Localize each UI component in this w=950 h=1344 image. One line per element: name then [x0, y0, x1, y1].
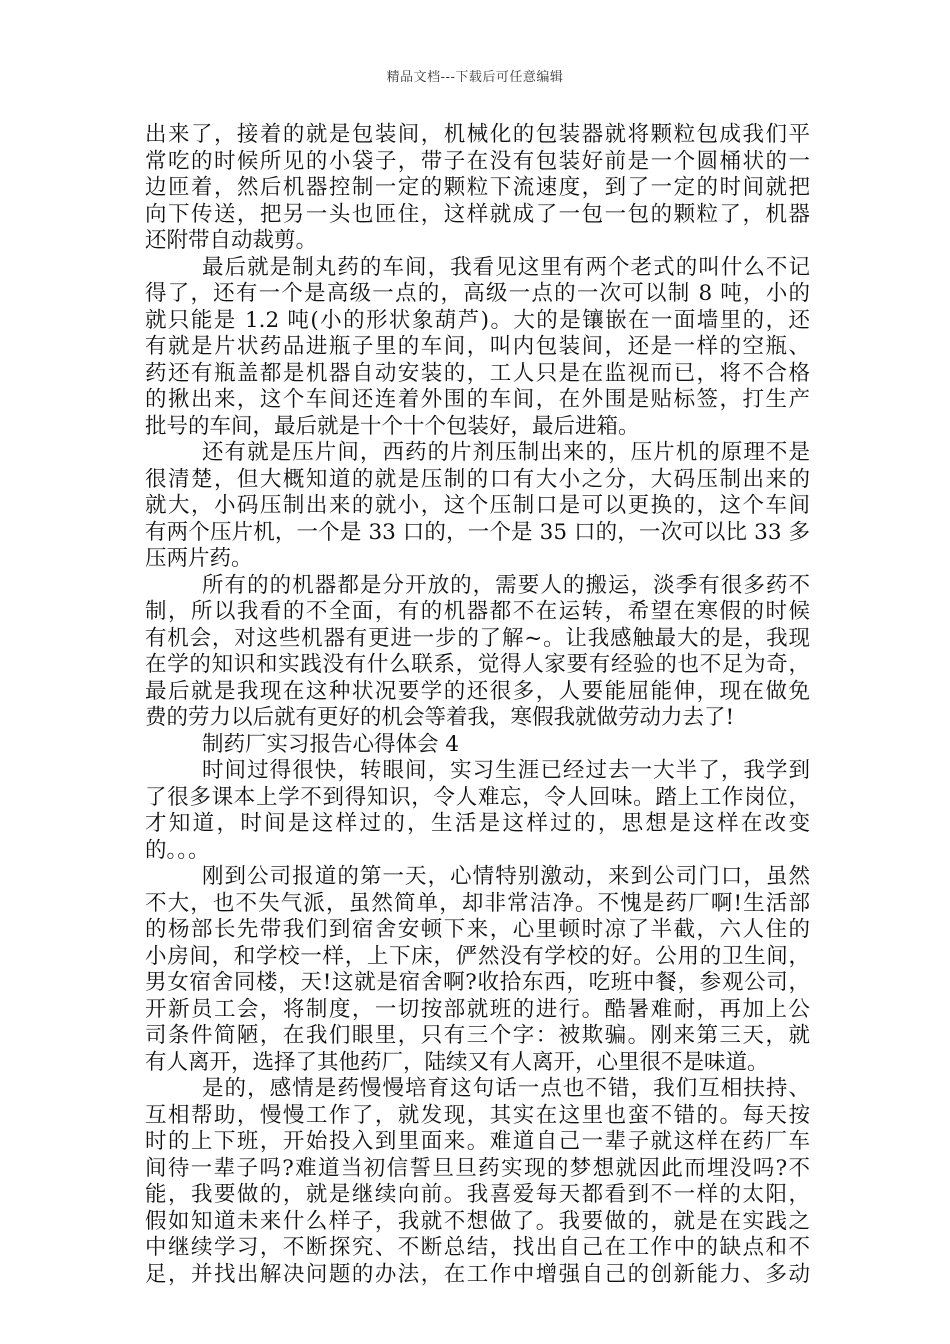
text-line: 压两片药。 — [145, 546, 253, 571]
text-line: 足，并找出解决问题的办法，在工作中增强自己的创新能力、多动 — [145, 1261, 810, 1287]
text-line: 就只能是 1.2 吨(小的形状象葫芦)。大的是镶嵌在一面墙里的，还 — [145, 307, 810, 333]
text-line: 是的，感情是药慢慢培育这句话一点也不错，我们互相扶持、 — [202, 1076, 810, 1101]
text-line: 边匝着，然后机器控制一定的颗粒下流速度，到了一定的时间就把 — [145, 175, 810, 200]
text-line: 司条件简陋，在我们眼里，只有三个字：被欺骗。刚来第三天，就 — [145, 1023, 810, 1048]
text-line: 的杨部长先带我们到宿舍安顿下来，心里顿时凉了半截，六人住的 — [145, 917, 810, 942]
text-line: 常吃的时候所见的小袋子，带子在没有包装好前是一个圆桶状的一 — [145, 148, 810, 174]
text-line: 有机会，对这些机器有更进一步的了解~。让我感触最大的是，我现 — [145, 625, 810, 651]
text-line: 能，我要做的，就是继续向前。我喜爱每天都看到不一样的太阳， — [145, 1182, 810, 1207]
text-line: 的揪出来，这个车间还连着外围的车间，在外围是贴标签，打生产 — [145, 387, 810, 412]
text-line: 批号的车间，最后就是十个十个包装好，最后进箱。 — [145, 413, 640, 439]
text-line: 药还有瓶盖都是机器自动安装的，工人只是在监视而已，将不合格 — [145, 360, 810, 386]
text-line: 有两个压片机，一个是 33 口的，一个是 35 口的，一次可以比 33 多 — [145, 519, 810, 545]
text-line: 就大，小码压制出来的就小，这个压制口是可以更换的，这个车间 — [145, 493, 810, 518]
text-line: 还有就是压片间，西药的片剂压制出来的，压片机的原理不是 — [202, 440, 810, 465]
text-line: 刚到公司报道的第一天，心情特别激动，来到公司门口，虽然 — [202, 864, 810, 889]
text-line: 很清楚，但大概知道的就是压制的口有大小之分，大码压制出来的 — [145, 466, 810, 492]
page-header: 精品文档---下载后可任意编辑 — [386, 70, 564, 85]
text-line: 才知道，时间是这样过的，生活是这样过的，思想是这样在改变 — [145, 811, 810, 836]
text-line: 向下传送，把另一头也匝住，这样就成了一包一包的颗粒了，机器 — [145, 201, 810, 227]
text-line: 所有的的机器都是分开放的，需要人的搬运，淡季有很多药不 — [202, 572, 810, 598]
text-line: 间待一辈子吗?难道当初信誓旦旦药实现的梦想就因此而埋没吗?不 — [145, 1155, 810, 1181]
text-line: 开新员工会，将制度，一切按部就班的进行。酷暑难耐，再加上公 — [145, 996, 810, 1022]
text-line: 最后就是制丸药的车间，我看见这里有两个老式的叫什么不记 — [202, 254, 810, 280]
text-line: 男女宿舍同楼，天!这就是宿舍啊?收拾东西，吃班中餐，参观公司， — [145, 970, 810, 995]
text-line: 出来了，接着的就是包装间，机械化的包装器就将颗粒包成我们平 — [145, 122, 810, 147]
text-line: 了很多课本上学不到得知识，令人难忘，令人回味。踏上工作岗位， — [145, 784, 810, 810]
text-line: 有人离开，选择了其他药厂，陆续又有人离开，心里很不是味道。 — [145, 1049, 769, 1075]
text-line: 费的劳力以后就有更好的机会等着我，寒假我就做劳动力去了! — [145, 705, 735, 730]
text-line: 假如知道未来什么样子，我就不想做了。我要做的，就是在实践之 — [145, 1208, 810, 1234]
text-line: 得了，还有一个是高级一点的，高级一点的一次可以制 8 吨，小的 — [145, 281, 810, 306]
text-line: 互相帮助，慢慢工作了，就发现，其实在这里也蛮不错的。每天按 — [145, 1102, 810, 1128]
text-line: 制，所以我看的不全面，有的机器都不在运转，希望在寒假的时候 — [145, 599, 810, 624]
text-line: 还附带自动裁剪。 — [145, 228, 318, 253]
text-line: 小房间，和学校一样，上下床，俨然没有学校的好。公用的卫生间， — [145, 943, 810, 969]
text-line: 在学的知识和实践没有什么联系，觉得人家要有经验的也不足为奇， — [145, 652, 810, 677]
text-line: 制药厂实习报告心得体会 4 — [202, 731, 460, 757]
text-line: 最后就是我现在这种状况要学的还很多，人要能屈能伸，现在做免 — [145, 678, 810, 704]
text-line: 不大，也不失气派，虽然简单，却非常洁净。不愧是药厂啊!生活部 — [145, 890, 810, 916]
text-line: 的。。。 — [145, 837, 210, 863]
text-line: 中继续学习，不断探究、不断总结，找出自己在工作中的缺点和不 — [145, 1235, 810, 1260]
text-line: 时间过得很快，转眼间，实习生涯已经过去一大半了，我学到 — [202, 758, 810, 783]
text-line: 时的上下班，开始投入到里面来。难道自己一辈子就这样在药厂车 — [145, 1129, 810, 1154]
text-line: 有就是片状药品进瓶子里的车间，叫内包装间，还是一样的空瓶、 — [145, 334, 810, 359]
document-body — [145, 122, 810, 1288]
